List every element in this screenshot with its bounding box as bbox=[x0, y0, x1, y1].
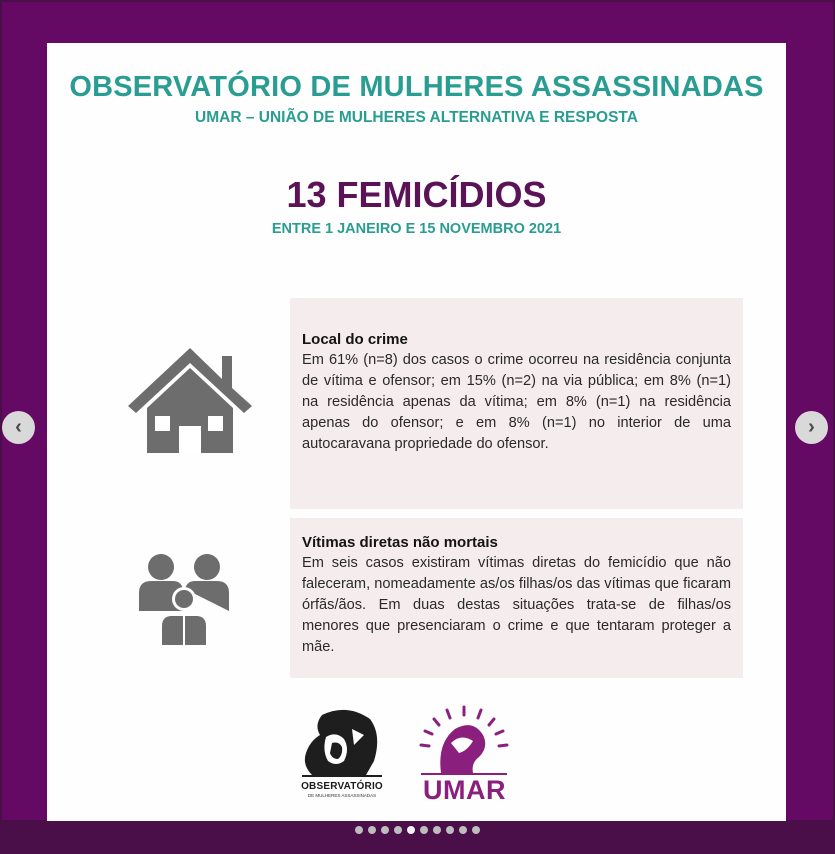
carousel-dot[interactable] bbox=[368, 826, 376, 834]
org-subtitle: UMAR – UNIÃO DE MULHERES ALTERNATIVA E RESPOSTA bbox=[195, 109, 638, 126]
org-title: OBSERVATÓRIO DE MULHERES ASSASSINADAS bbox=[69, 71, 764, 103]
crime-location-text: Em 61% (n=8) dos casos o crime ocorreu na residência conjunta de vítima e ofensor; em 15% (n=2) na via pública; em 8% (n=1) na residência apenas da vítima; em 8% (n=1) na residência apenas do ofensor; e em 8% (n=1) no interior de uma autocaravana propriedade do ofensor. bbox=[302, 352, 731, 452]
carousel-dot[interactable] bbox=[446, 826, 454, 834]
observatorio-logo bbox=[292, 705, 392, 805]
chevron-left-icon: ‹ bbox=[15, 416, 22, 438]
chevron-right-icon: › bbox=[808, 416, 815, 438]
carousel-dot[interactable] bbox=[407, 826, 415, 834]
slide-card bbox=[47, 43, 786, 821]
family-icon bbox=[137, 553, 231, 645]
headline-title: 13 FEMICÍDIOS bbox=[286, 174, 547, 215]
carousel-dot[interactable] bbox=[433, 826, 441, 834]
headline-period: ENTRE 1 JANEIRO E 15 NOVEMBRO 2021 bbox=[271, 221, 562, 237]
non-fatal-victims-text: Em seis casos existiram vítimas diretas do femicídio que não faleceram, nomeadamente as/os filhas/os das vítimas que ficaram órfãs/ãos. Em duas destas situações trata-se de filhas/os menores que presenciaram o crime e que tentaram proteger a mãe. bbox=[302, 555, 731, 655]
carousel-dot[interactable] bbox=[394, 826, 402, 834]
umar-logo bbox=[407, 703, 522, 808]
carousel-dot[interactable] bbox=[420, 826, 428, 834]
carousel-dot[interactable] bbox=[472, 826, 480, 834]
observatorio-logo-text: OBSERVATÓRIO bbox=[301, 781, 383, 792]
crime-location-title: Local do crime bbox=[302, 331, 408, 348]
non-fatal-victims-title: Vítimas diretas não mortais bbox=[302, 534, 498, 551]
umar-emblem-icon bbox=[407, 703, 522, 777]
crime-location-box bbox=[290, 298, 743, 509]
carousel-dot[interactable] bbox=[355, 826, 363, 834]
umar-logo-text: UMAR bbox=[423, 775, 506, 805]
observatorio-emblem-icon bbox=[292, 705, 392, 781]
carousel-dot[interactable] bbox=[381, 826, 389, 834]
slide-background bbox=[2, 2, 833, 820]
carousel-next-button[interactable] bbox=[795, 411, 828, 444]
carousel-prev-button[interactable] bbox=[2, 411, 35, 444]
non-fatal-victims-box bbox=[290, 518, 743, 678]
house-icon bbox=[127, 346, 253, 454]
observatorio-logo-subtext: DE MULHERES ASSASSINADAS bbox=[307, 793, 377, 798]
carousel-indicator bbox=[0, 826, 835, 836]
carousel-dot[interactable] bbox=[459, 826, 467, 834]
